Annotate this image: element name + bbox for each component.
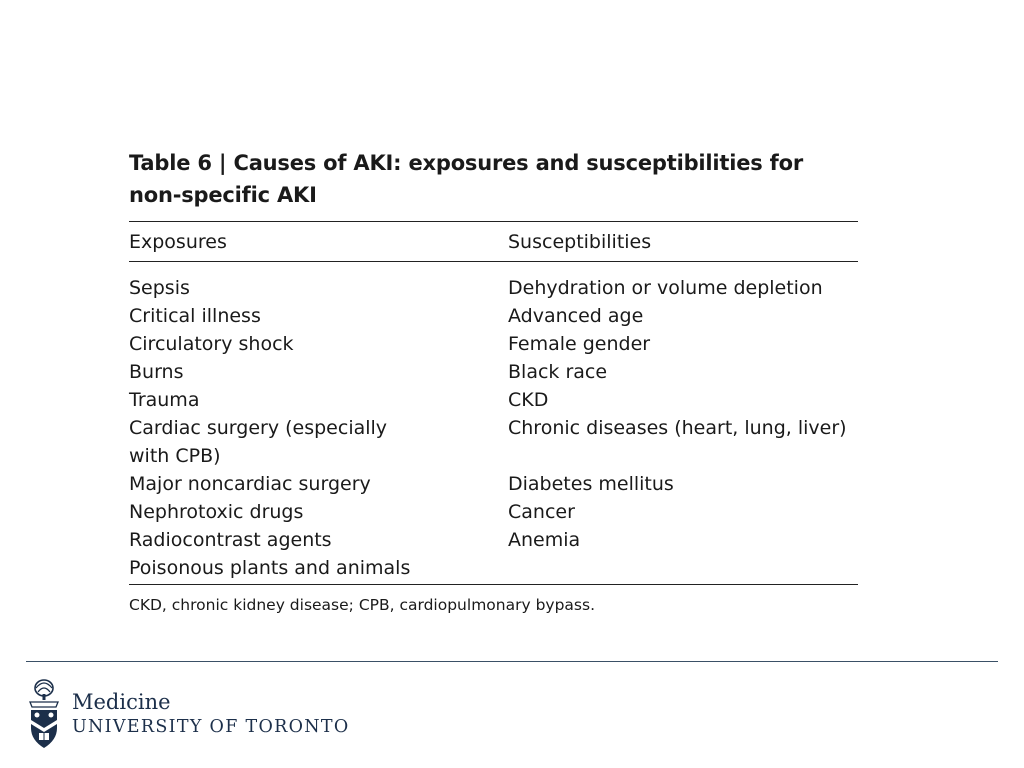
header-exposures: Exposures (129, 230, 227, 253)
table-row (129, 274, 858, 302)
susceptibility-cell (508, 554, 858, 582)
exposure-cell: Major noncardiac surgery (129, 473, 371, 495)
susceptibility-cell: Female gender (508, 333, 651, 355)
table-row (129, 330, 858, 358)
table-row (129, 442, 858, 470)
exposure-cell: Poisonous plants and animals (129, 557, 411, 579)
logo-medicine: Medicine (72, 690, 171, 714)
exposure-cell: Circulatory shock (129, 333, 294, 355)
exposure-cell: with CPB) (129, 445, 221, 467)
susceptibility-cell: Black race (508, 361, 608, 383)
susceptibility-cell (508, 442, 858, 470)
table-row (129, 470, 858, 498)
table-row (129, 414, 858, 442)
susceptibility-cell: Advanced age (508, 305, 644, 327)
footer-divider (26, 661, 998, 662)
table-row (129, 358, 858, 386)
exposure-cell: Cardiac surgery (especially (129, 417, 388, 439)
table-row (129, 554, 858, 582)
table-block (129, 147, 858, 615)
exposure-cell: Nephrotoxic drugs (129, 501, 304, 523)
header-susceptibilities: Susceptibilities (508, 230, 652, 253)
exposure-cell: Sepsis (129, 277, 190, 299)
table-row (129, 302, 858, 330)
exposure-cell: Trauma (129, 389, 200, 411)
exposure-cell: Critical illness (129, 305, 261, 327)
susceptibility-cell: Dehydration or volume depletion (508, 277, 823, 299)
exposure-cell: Radiocontrast agents (129, 529, 332, 551)
table-title (129, 147, 858, 211)
table-row (129, 498, 858, 526)
logo-text (72, 689, 349, 739)
table-bottom-rule (129, 584, 858, 585)
susceptibility-cell: Anemia (508, 529, 581, 551)
table-header-row (129, 222, 858, 261)
university-logo (26, 674, 349, 754)
exposure-cell: Burns (129, 361, 184, 383)
table-body (129, 262, 858, 584)
susceptibility-cell: CKD (508, 389, 549, 411)
table-row (129, 526, 858, 554)
university-crest-icon (26, 674, 62, 754)
susceptibility-cell: Chronic diseases (heart, lung, liver) (508, 417, 847, 439)
logo-university: UNIVERSITY OF TORONTO (72, 717, 350, 737)
table-footnote: CKD, chronic kidney disease; CPB, cardiopulmonary bypass. (129, 596, 595, 614)
susceptibility-cell: Cancer (508, 501, 575, 523)
table-title-line1: Table 6 | Causes of AKI: exposures and susceptibilities for (129, 151, 804, 175)
table-title-line2: non-specific AKI (129, 183, 317, 207)
susceptibility-cell: Diabetes mellitus (508, 473, 674, 495)
table-row (129, 386, 858, 414)
